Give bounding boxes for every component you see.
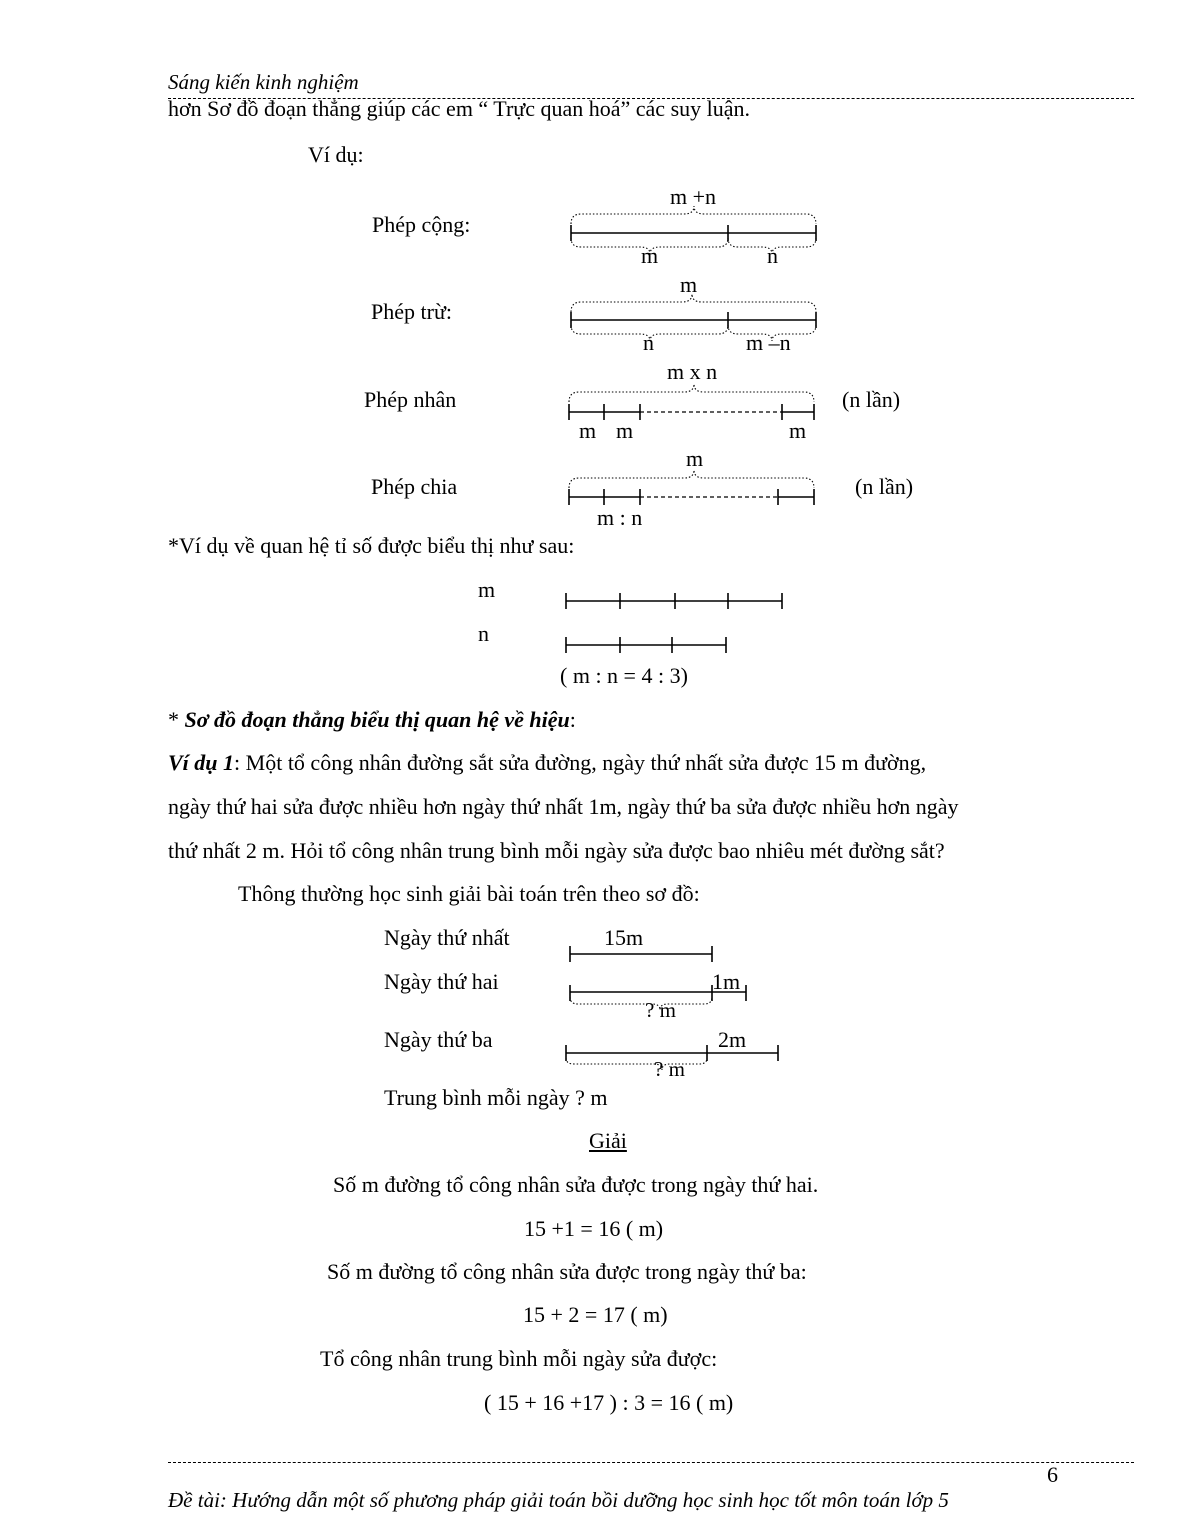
- addition-top-label: m +n: [670, 184, 717, 209]
- division-diagram: [569, 470, 814, 505]
- day1-label: Ngày thứ nhất: [384, 925, 510, 950]
- subtraction-seg2-label: m –n: [746, 330, 791, 355]
- addition-seg1-label: m: [641, 243, 659, 268]
- intro-line: hơn Sơ đồ đoạn thẳng giúp các em “ Trực quan hoá” các suy luận.: [168, 96, 751, 121]
- addition-diagram: [571, 206, 816, 254]
- multiplication-diagram: [569, 384, 814, 420]
- multiplication-seg2-label: m: [616, 418, 634, 443]
- solution-step3: Tổ công nhân trung bình mỗi ngày sửa được:: [320, 1346, 718, 1371]
- division-times-label: (n lần): [855, 474, 914, 499]
- division-bottom-label: m : n: [597, 505, 643, 530]
- page-number: 6: [1047, 1462, 1058, 1487]
- footer-topic: Đề tài: Hướng dẫn một số phương pháp giải toán bồi dưỡng học sinh học tốt môn toán lớp 5: [168, 1488, 949, 1512]
- solution-step3-calc: ( 15 + 16 +17 ) : 3 = 16 ( m): [484, 1390, 734, 1415]
- multiplication-seg1-label: m: [579, 418, 597, 443]
- subtraction-top-label: m: [680, 272, 698, 297]
- solution-step1: Số m đường tổ công nhân sửa được trong ngày thứ hai.: [333, 1172, 819, 1197]
- day2-question: ? m: [645, 998, 676, 1022]
- day3-label: Ngày thứ ba: [384, 1027, 493, 1052]
- example1-line3: thứ nhất 2 m. Hỏi tổ công nhân trung bình mỗi ngày sửa được bao nhiêu mét đường sắt?: [168, 838, 945, 863]
- average-label: Trung bình mỗi ngày ? m: [384, 1085, 608, 1110]
- example1-line4: Thông thường học sinh giải bài toán trên theo sơ đồ:: [238, 881, 700, 906]
- ratio-diagram: [566, 593, 782, 653]
- example1-line2: ngày thứ hai sửa được nhiều hơn ngày thứ nhất 1m, ngày thứ ba sửa được nhiều hơn ngày: [168, 794, 959, 819]
- example1-line1: Ví dụ 1: Một tổ công nhân đường sắt sửa đường, ngày thứ nhất sửa được 15 m đường,: [168, 750, 927, 775]
- subtraction-seg1-label: n: [643, 330, 654, 355]
- addition-seg2-label: n: [767, 243, 778, 268]
- day2-extra: 1m: [712, 969, 741, 994]
- footer-divider: [168, 1462, 1134, 1463]
- division-label: Phép chia: [371, 474, 458, 499]
- division-top-label: m: [686, 446, 704, 471]
- solution-step2: Số m đường tổ công nhân sửa được trong ngày thứ ba:: [327, 1259, 807, 1284]
- day2-label: Ngày thứ hai: [384, 969, 499, 994]
- day3-question: ? m: [654, 1057, 685, 1081]
- ratio-intro: *Ví dụ về quan hệ tỉ số được biểu thị như sau:: [168, 533, 575, 558]
- addition-label: Phép cộng:: [372, 212, 471, 237]
- multiplication-top-label: m x n: [667, 359, 718, 384]
- multiplication-seg3-label: m: [789, 418, 807, 443]
- ratio-m-label: m: [478, 577, 496, 602]
- solution-step1-calc: 15 +1 = 16 ( m): [524, 1216, 664, 1241]
- ratio-caption: ( m : n = 4 : 3): [560, 663, 688, 688]
- solution-title: Giải: [589, 1128, 627, 1153]
- difference-heading: * Sơ đồ đoạn thẳng biểu thị quan hệ về hiệu:: [168, 707, 576, 732]
- day1-value: 15m: [604, 925, 644, 950]
- subtraction-label: Phép trừ:: [371, 299, 452, 324]
- multiplication-times-label: (n lần): [842, 387, 901, 412]
- header-title: Sáng kiến kinh nghiệm: [168, 70, 359, 94]
- multiplication-label: Phép nhân: [364, 387, 457, 412]
- example-label: Ví dụ:: [308, 142, 364, 167]
- ratio-n-label: n: [478, 621, 489, 646]
- day3-extra: 2m: [718, 1027, 747, 1052]
- solution-step2-calc: 15 + 2 = 17 ( m): [523, 1302, 668, 1327]
- example1-label: Ví dụ 1: [168, 750, 235, 775]
